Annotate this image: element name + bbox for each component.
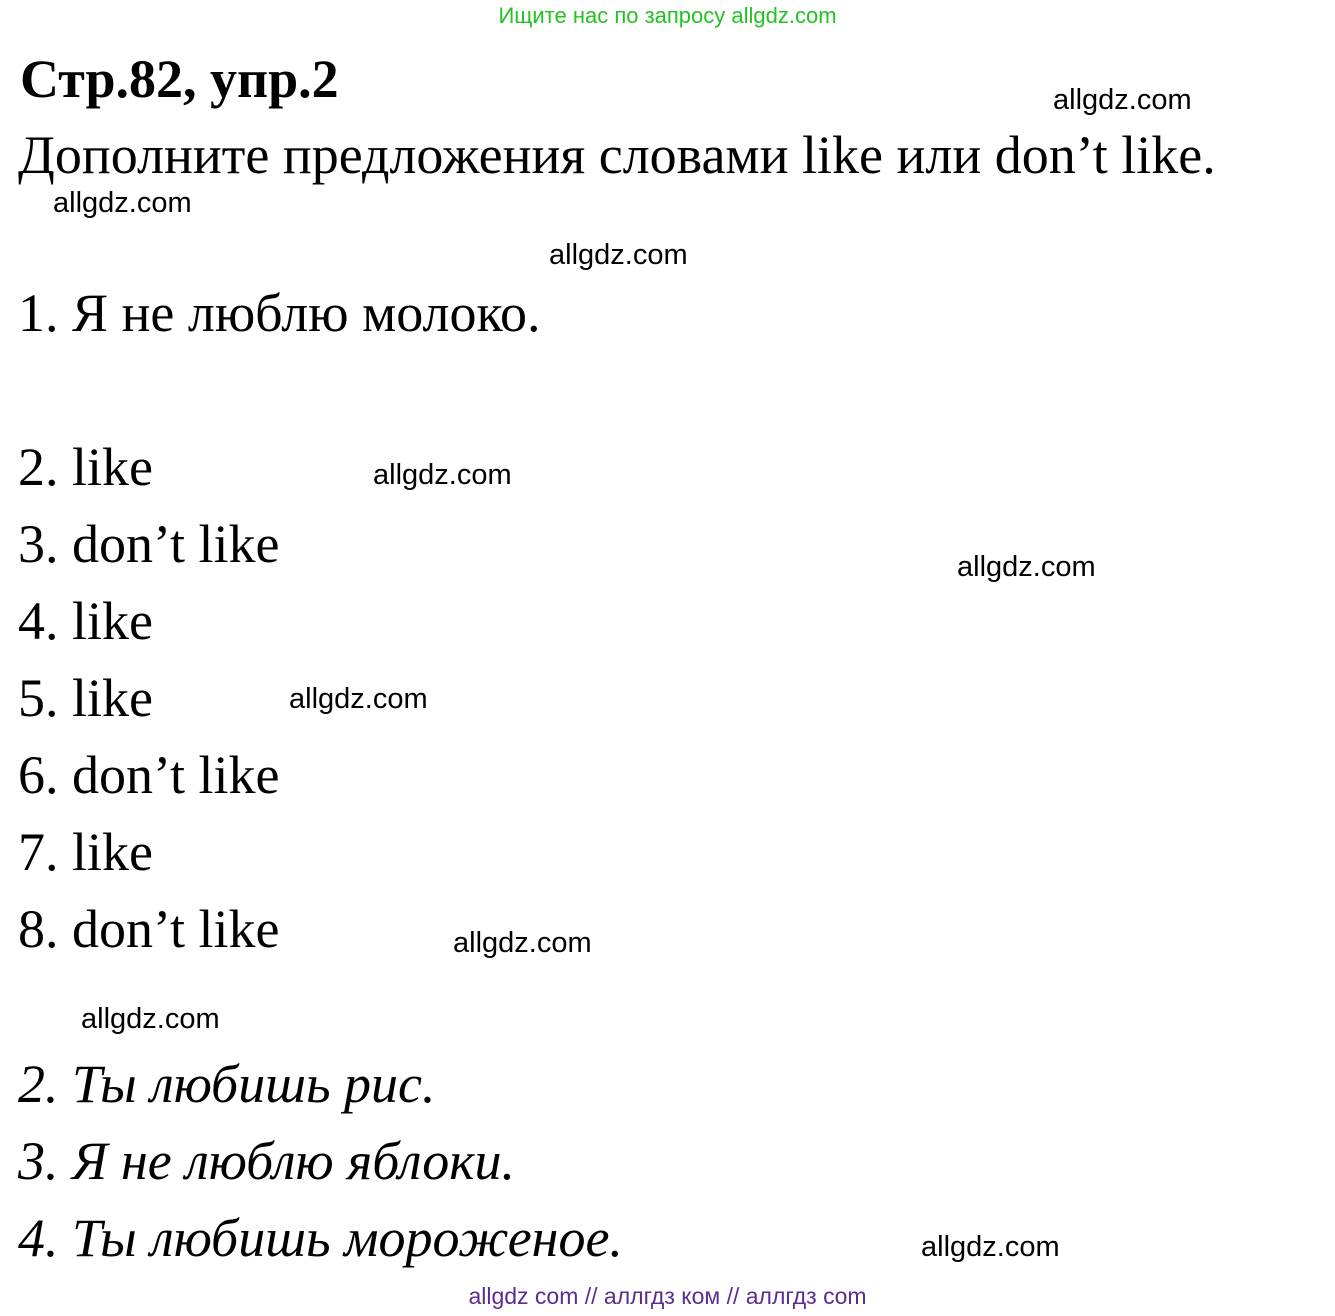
answer-line-2: 2. like bbox=[18, 437, 153, 497]
watermark: allgdz.com bbox=[453, 927, 592, 959]
watermark: allgdz.com bbox=[921, 1231, 1060, 1263]
answer-line-4: 4. like bbox=[18, 591, 153, 651]
answer-line-5: 5. like bbox=[18, 668, 153, 728]
watermark: allgdz.com bbox=[957, 551, 1096, 583]
answer-line-7: 7. like bbox=[18, 822, 153, 882]
page-title: Стр.82, упр.2 bbox=[20, 49, 339, 109]
exercise-instruction: Дополните предложения словами like или don’t like. bbox=[18, 125, 1216, 185]
footer-watermark: allgdz com // аллгдз ком // аллгдз com bbox=[468, 1283, 867, 1309]
watermark: allgdz.com bbox=[81, 1003, 220, 1035]
watermark: allgdz.com bbox=[373, 459, 512, 491]
watermark: allgdz.com bbox=[53, 187, 192, 219]
translation-line-3: 3. Я не люблю яблоки. bbox=[18, 1131, 515, 1191]
translation-line-1: 1. Я не люблю молоко. bbox=[18, 283, 541, 343]
translation-line-4: 4. Ты любишь мороженое. bbox=[18, 1208, 623, 1268]
answer-line-8: 8. don’t like bbox=[18, 899, 280, 959]
watermark: allgdz.com bbox=[289, 683, 428, 715]
watermark: allgdz.com bbox=[549, 239, 688, 271]
top-banner: Ищите нас по запросу allgdz.com bbox=[498, 3, 837, 28]
answer-line-6: 6. don’t like bbox=[18, 745, 280, 805]
answer-line-3: 3. don’t like bbox=[18, 514, 280, 574]
translation-line-2: 2. Ты любишь рис. bbox=[18, 1054, 436, 1114]
watermark: allgdz.com bbox=[1053, 84, 1192, 116]
